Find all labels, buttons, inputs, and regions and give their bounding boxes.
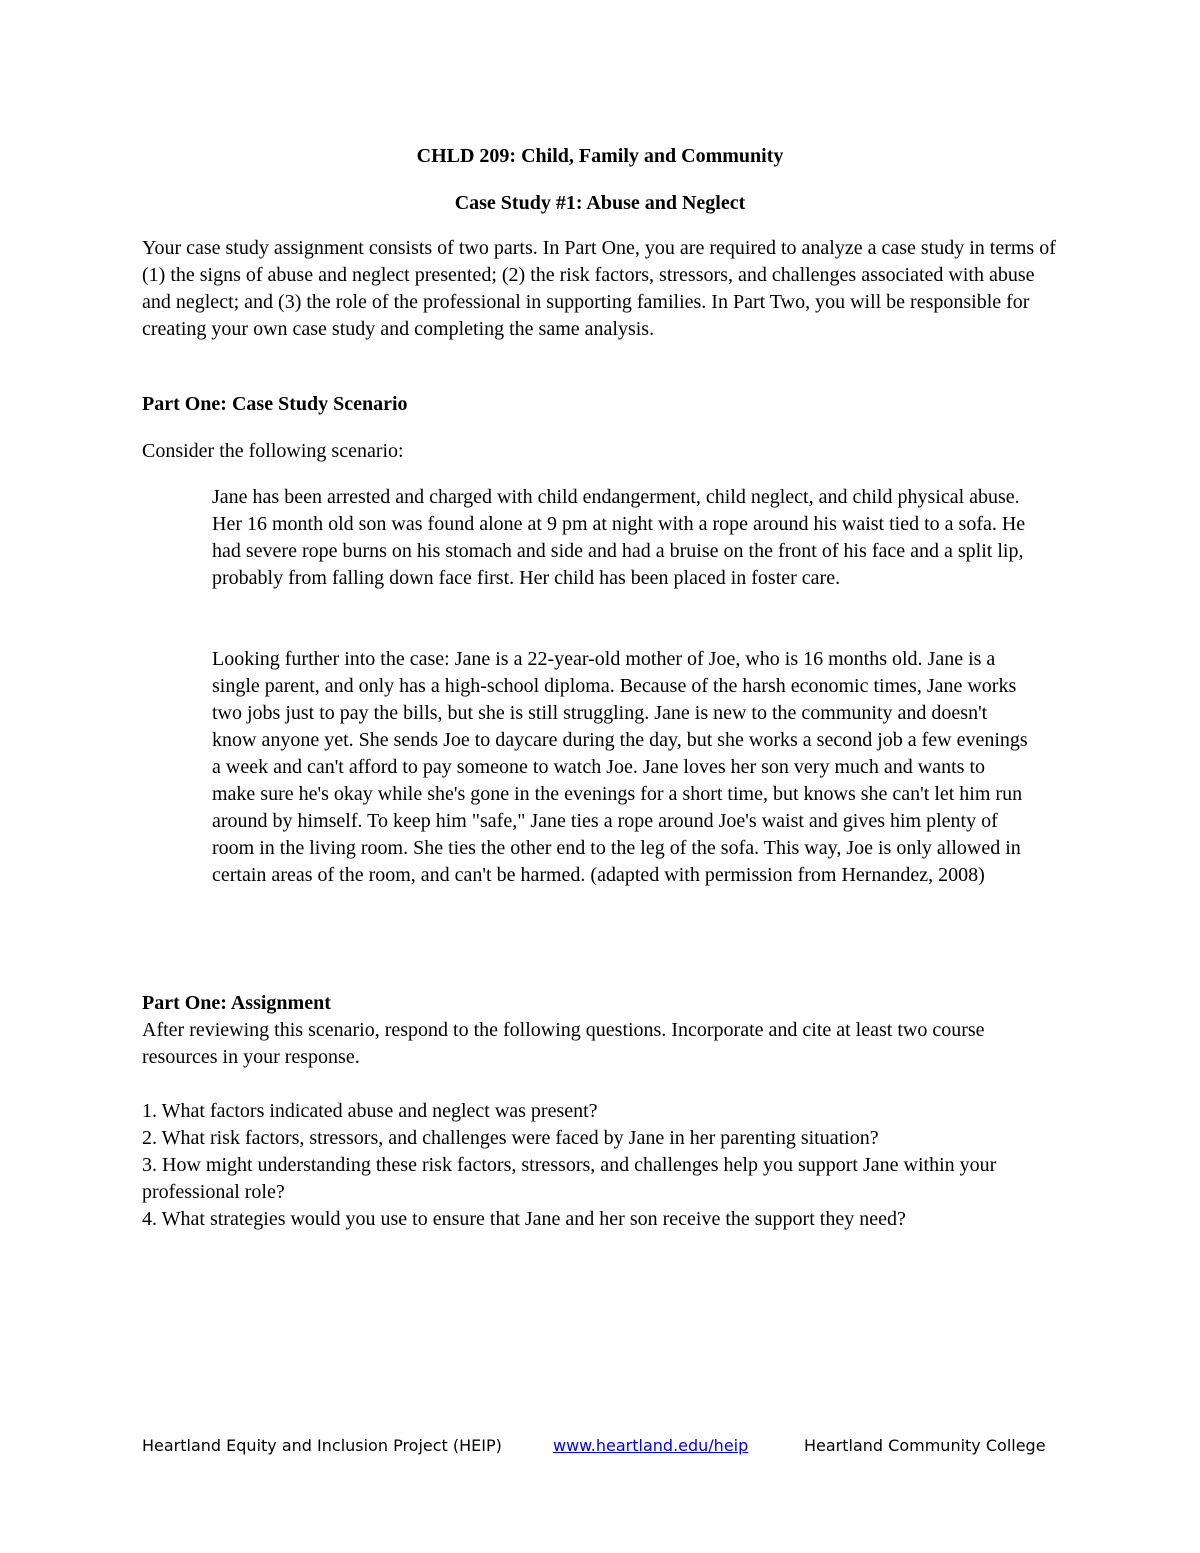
footer-link[interactable]: www.heartland.edu/heip xyxy=(553,1436,749,1455)
question-item: 3. How might understanding these risk factors, stressors, and challenges help you support Jane within your professional role? xyxy=(142,1154,997,1203)
consider-text: Consider the following scenario: xyxy=(142,440,404,462)
question-item: 1. What factors indicated abuse and neglect was present? xyxy=(142,1100,598,1122)
document-title: CHLD 209: Child, Family and Community xyxy=(416,145,784,167)
assignment-heading: Part One: Assignment xyxy=(142,992,331,1014)
scenario-paragraph-1: Jane has been arrested and charged with child endangerment, child neglect, and child physical abuse. Her 16 month old son was found alone at 9 pm at night with a rope around his waist tied to a sofa. He had severe rope burns on his stomach and side and had a bruise on the front of his face and a split lip, probably from falling down face first. Her child has been placed in foster care. xyxy=(212,486,1026,589)
footer-project-name: Heartland Equity and Inclusion Project (HEIP) xyxy=(142,1436,502,1455)
question-list xyxy=(142,1098,1072,1233)
scenario-paragraph-2: Looking further into the case: Jane is a 22-year-old mother of Joe, who is 16 months old. Jane is a single parent, and only has a high-school diploma. Because of the harsh economic times, Jane works two jobs just to pay the bills, but she is still struggling. Jane is new to the community and doesn't know anyone yet. She sends Joe to daycare during the day, but she works a second job a few evenings a week and can't afford to pay someone to watch Joe. Jane loves her son very much and wants to make sure he's okay while she's gone in the evenings for a short time, but knows she can't let him run around by himself. To keep him "safe," Jane ties a rope around Joe's waist and gives him plenty of room in the living room. She ties the other end to the leg of the sofa. This way, Joe is only allowed in certain areas of the room, and can't be harmed. (adapted with permission from Hernandez, 2008) xyxy=(212,648,1028,886)
assignment-text: After reviewing this scenario, respond to the following questions. Incorporate and cite at least two course resources in your response. xyxy=(142,1019,985,1068)
intro-paragraph: Your case study assignment consists of two parts. In Part One, you are required to analyze a case study in terms of (1) the signs of abuse and neglect presented; (2) the risk factors, stressors, and challenges associated with abuse and neglect; and (3) the role of the professional in supporting families. In Part Two, you will be responsible for creating your own case study and completing the same analysis. xyxy=(142,237,1056,340)
page-footer xyxy=(0,1434,1200,1458)
question-item: 4. What strategies would you use to ensure that Jane and her son receive the support they need? xyxy=(142,1208,906,1230)
part-one-heading: Part One: Case Study Scenario xyxy=(142,393,408,415)
document-subtitle: Case Study #1: Abuse and Neglect xyxy=(454,192,746,214)
footer-college-name: Heartland Community College xyxy=(804,1436,1046,1455)
question-item: 2. What risk factors, stressors, and challenges were faced by Jane in her parenting situation? xyxy=(142,1127,879,1149)
